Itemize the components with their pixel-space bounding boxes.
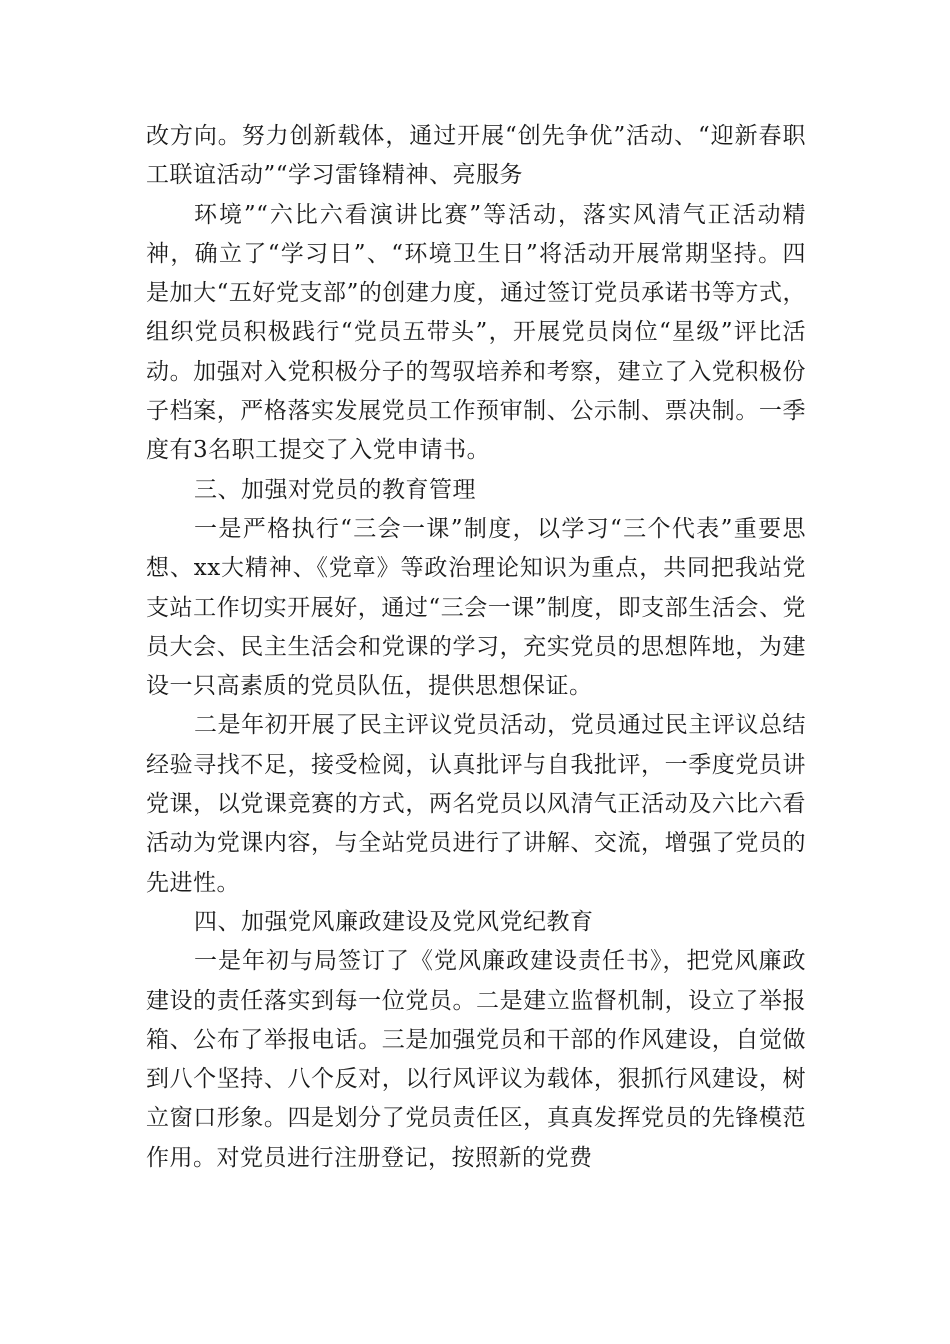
paragraph-integrity: 一是年初与局签订了《党风廉政建设责任书》，把党风廉政建设的责任落实到每一位党员。二是建立监督机制，设立了举报箱、公布了举报电话。三是加强党员和干部的作风建设，自觉做到八个坚持、八个反对，以行风评议为载体，狠抓行风建设，树立窗口形象。四是划分了党员责任区，真真发挥党员的先锋模范作用。对党员进行注册登记，按照新的党费: [146, 948, 806, 1171]
paragraph-activities: 环境”“六比六看演讲比赛”等活动，落实风清气正活动精神，确立了“学习日”、“环境卫生日”将活动开展常期坚持。四是加大“五好党支部”的创建力度，通过签订党员承诺书等方式，组织党员积极践行“党员五带头”，开展党员岗位“星级”评比活动。加强对入党积极分子的驾驭培养和考察，建立了入党积极份子档案，严格落实发展党员工作预审制、公示制、票决制。一季度有3名职工提交了入党申请书。: [146, 201, 806, 464]
section-heading-4: 四、加强党风廉政建设及党风党纪教育: [194, 908, 594, 935]
paragraph-three-meetings: 一是严格执行“三会一课”制度，以学习“三个代表”重要思想、xx大精神、《党章》等政治理论知识为重点，共同把我站党支站工作切实开展好，通过“三会一课”制度，即支部生活会、党员大会、民主生活会和党课的学习，充实党员的思想阵地，为建设一只高素质的党员队伍，提供思想保证。: [146, 515, 806, 700]
paragraph-democratic-review: 二是年初开展了民主评议党员活动，党员通过民主评议总结经验寻找不足，接受检阅，认真批评与自我批评，一季度党员讲党课，以党课竞赛的方式，两名党员以风清气正活动及六比六看活动为党课内容，与全站党员进行了讲解、交流，增强了党员的先进性。: [146, 712, 806, 896]
section-heading-3: 三、加强对党员的教育管理: [194, 476, 476, 503]
paragraph-continuation: 改方向。努力创新载体，通过开展“创先争优”活动、“迎新春职工联谊活动”“学习雷锋精神、亮服务: [146, 123, 806, 189]
document-page: [146, 117, 806, 1178]
